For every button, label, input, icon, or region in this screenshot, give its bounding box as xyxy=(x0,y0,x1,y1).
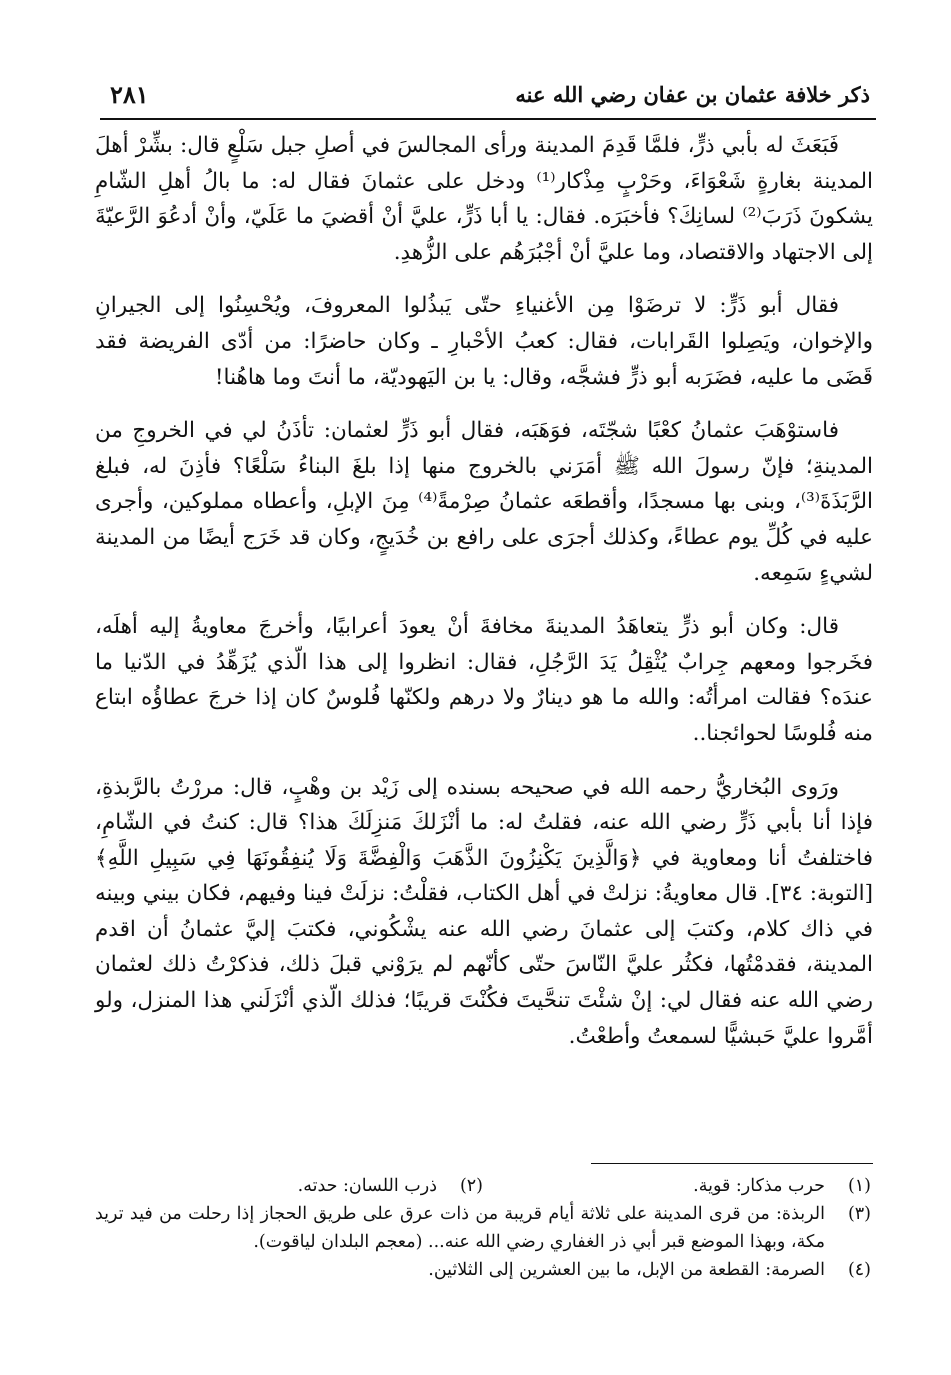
footnote-text: الصرمة: القطعة من الإبل، ما بين العشرين إلى الثلاثين. xyxy=(428,1260,825,1280)
footnote-number: (٣) xyxy=(847,1204,871,1224)
footnote-4 xyxy=(95,1256,871,1284)
footnote-number: (٢) xyxy=(459,1176,483,1196)
footnote-2 xyxy=(95,1172,483,1200)
footnote-1 xyxy=(483,1172,871,1200)
footnotes xyxy=(95,1172,871,1284)
main-text xyxy=(95,128,873,1054)
footnote-text: حرب مذكار: قوية. xyxy=(693,1176,825,1196)
footnote-number: (٤) xyxy=(847,1260,871,1280)
footnote-divider xyxy=(591,1163,873,1164)
footnote-number: (١) xyxy=(847,1176,871,1196)
paragraph: ورَوى البُخاريُّ رحمه الله في صحيحه بسنده إلى زَيْد بن وهْبٍ، قال: مررْتُ بالرَّبذةِ، فإذا أنا بأبي ذَرٍّ رضي الله عنه، فقلتُ له: ما أنْزَلكَ مَنزِلَكَ هذا؟ قال: كنتُ في الشّامِ، فاختلفتُ أنا ومعاوية في ﴿وَالَّذِينَ يَكْنِزُونَ الذَّهَبَ وَالْفِضَّةَ وَلَا يُنفِقُونَهَا فِي سَبِيلِ اللَّهِ﴾ [التوبة: ٣٤]. قال معاويةُ: نزلتْ في أهل الكتاب، فقلْتُ: نزلَتْ فينا وفيهم، فكان بيني وبينه في ذاك كلام، وكتبَ إلى عثمانَ رضي الله عنه يشْكُوني، فكتبَ إليَّ عثمانُ أن اقدم المدينة، فقدمْتُها، فكثُر عليَّ النّاسَ حتّى كأنّهم لم يرَوْني قبلَ ذلك، فذكرْتُ ذلك لعثمان رضي الله عنه فقال لي: إنْ شئْتَ تنحَّيتَ فكُنْتَ قريبًا؛ فذلك الّذي أنْزَلَني هذا المنزل، ولو أمَّروا عليَّ حَبشيًّا لسمعتُ وأطعْتُ. xyxy=(95,774,873,1049)
footnote-3 xyxy=(95,1200,871,1256)
paragraph: فقال أبو ذَرٍّ: لا ترضَوْا مِن الأغنياءِ حتّى يَبذُلوا المعروفَ، ويُحْسِنُوا إلى الجيرانِ والإخوان، ويَصِلوا القَرابات، فقال: كعبُ الأحْبارِ ـ وكان حاضرًا: من أدّى الفريضة فقد قَضَى ما عليه، فضَرَبه أبو ذرٍّ فشجَّه، وقال: يا بن اليَهوديّة، ما أنتَ وما هاهُنا! xyxy=(95,293,873,390)
running-header xyxy=(100,70,876,120)
paragraph: فَبَعَثَ له بأبي ذرٍّ، فلمَّا قَدِمَ المدينة ورأى المجالسَ في أصلِ جبل سَلْعٍ قال: بشِّرْ أهلَ المدينة بغارةٍ شَعْوَاءَ، وحَرْبٍ مِذْكار⁽¹⁾ ودخل على عثمانَ فقال له: ما بالُ أهلِ الشّامِ يشكونَ ذَرَبَ⁽²⁾ لسانِكَ؟ فأخبَرَه. فقال: يا أبا ذَرٍّ، عليَّ أنْ أقضيَ ما عَلَيّ، وأنْ أدعُوَ الرَّعيّةَ إلى الاجتهاد والاقتصاد، وما عليَّ أنْ أجْبُرَهُم على الزُّهدِ. xyxy=(95,133,874,265)
paragraph: فاستوْهَبَ عثمانُ كعْبًا شجّتَه، فوَهَبَه، فقال أبو ذَرٍّ لعثمان: تأذَنُ لي في الخروجِ من المدينةِ؛ فإنّ رسولَ الله ﷺ أمَرَني بالخروج منها إذا بلغَ البناءُ سَلْعًا؟ فأذِنَ له، فبلغ الرَّبَذَةَ⁽³⁾، وبنى بها مسجدًا، وأقطعَه عثمانُ صِرْمةً⁽⁴⁾ مِنَ الإبلِ، وأعطاه مملوكين، وأجرى عليه في كُلِّ يوم عطاءً، وكذلك أجرَى على رافع بن خُدَيجٍ، وكان قد خَرَج أيضًا من المدينة لشيءٍ سَمِعه. xyxy=(95,418,873,586)
footnote-text: ذرب اللسان: حدته. xyxy=(297,1176,437,1196)
footnote-pair xyxy=(95,1172,871,1200)
page-number: ٢٨١ xyxy=(110,80,149,109)
paragraph: قال: وكان أبو ذرٍّ يتعاهَدُ المدينةَ مخافةَ أنْ يعودَ أعرابيًا، وأخرجَ معاويةُ إليه أهلَه، فخَرجوا ومعهم جِرابٌ يُثْقِلُ يَدَ الرَّجُلِ، فقال: انظروا إلى هذا الّذي يُزَهِّدُ في الدّنيا ما عندَه؟ فقالت امرأتُه: والله ما هو دينارٌ ولا درهم ولكنّها فُلوسٌ كان إذا خرجَ عطاؤُه ابتاع منه فُلوسًا لحوائجنا.. xyxy=(95,614,873,746)
chapter-title: ذكر خلافة عثمان بن عفان رضي الله عنه xyxy=(515,82,870,107)
footnote-text: الربذة: من قرى المدينة على ثلاثة أيام قريبة من ذات عرق على طريق الحجاز إذا رحلت من فيد تريد مكة، وبهذا الموضع قبر أبي ذر الغفاري رضي الله عنه... (معجم البلدان لياقوت). xyxy=(95,1204,825,1252)
